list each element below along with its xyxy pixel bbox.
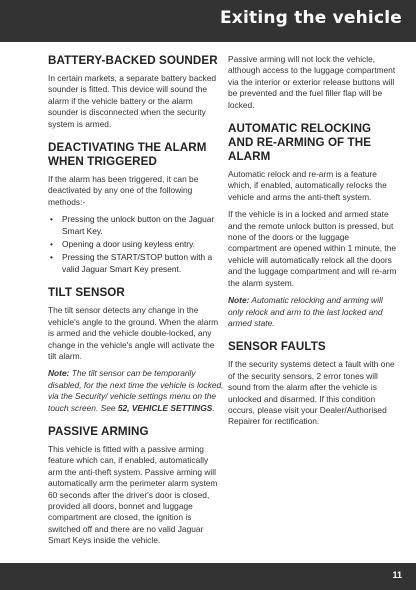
left-column xyxy=(48,54,224,558)
section-automatic-relocking xyxy=(228,122,398,329)
bullet-icon: • xyxy=(50,239,53,250)
section-heading: AUTOMATIC RELOCKING AND RE-ARMING OF THE ALARM xyxy=(228,122,372,164)
bullet-list xyxy=(48,214,224,275)
paragraph: The tilt sensor detects any change in the vehicle's angle to the ground. When the alarm is armed and the vehicle double-locked, any change in the vehicle's angle will activate the tilt alarm. xyxy=(48,305,219,361)
paragraph: In certain markets, a separate battery backed sounder is fitted. This device will sound the alarm if the vehicle battery or the alarm sounder is disconnected when the security system is armed. xyxy=(48,73,217,129)
section-heading: DEACTIVATING THE ALARM WHEN TRIGGERED xyxy=(48,141,207,169)
section-passive-arming-cont xyxy=(228,54,398,111)
section-passive-arming xyxy=(48,425,224,547)
section-heading: TILT SENSOR xyxy=(48,286,125,300)
note xyxy=(228,295,398,329)
right-column xyxy=(228,54,398,439)
note-text: Automatic relocking and arming will only relock and arm to the last locked and armed state. xyxy=(228,295,383,328)
bullet-icon: • xyxy=(50,252,53,263)
section-heading: PASSIVE ARMING xyxy=(48,424,149,438)
paragraph: Automatic relock and re-arm is a feature which, if enabled, automatically relocks the vehicle and arms the anti-theft system. xyxy=(228,169,387,202)
note: Note: The tilt sensor can be temporarily disabled, for the next time the vehicle is locked, via the Security/ vehicle settings menu on the touch screen. See 52, VEHICLE SETTINGS. xyxy=(48,368,224,413)
bullet-icon: • xyxy=(50,214,53,225)
paragraph: If the vehicle is in a locked and armed state and the remote unlock button is pressed, but none of the doors or the luggage compartment are opened within 1 minute, the vehicle will automatically relock all the doors and the luggage compartment and will re-arm the alarm system. xyxy=(228,209,397,288)
note-label: Note: xyxy=(228,295,250,306)
section-heading: BATTERY-BACKED SOUNDER xyxy=(48,54,218,67)
section-deactivating-alarm xyxy=(48,141,224,275)
page-number: 11 xyxy=(392,570,402,580)
paragraph: If the alarm has been triggered, it can be deactivated by any one of the following methods:- xyxy=(48,174,199,207)
list-item: • Pressing the unlock button on the Jaguar Smart Key. xyxy=(50,214,215,236)
footer-bar xyxy=(0,563,416,590)
paragraph: This vehicle is fitted with a passive arming feature which can, if enabled, automatically arm the anti-theft system. Passive arming will automatically arm the perimeter alarm system 60 seconds after the driver's door is closed, provided all doors, bonnet and luggage compartment are closed, the ignition is switched off and there are no valid Jaguar Smart Keys inside the vehicle. xyxy=(48,443,218,546)
paragraph: If the security systems detect a fault with one of the security sensors, 2 error tones will sound from the alarm after the vehicle is unlocked and disarmed. If this condition occurs, please visit your Dealer/Authorised Repairer for rectification. xyxy=(228,359,395,427)
page-reference-link[interactable]: 52, VEHICLE SETTINGS xyxy=(117,402,213,413)
note-text: The tilt sensor can be temporarily disabled, for the next time the vehicle is locked, via the Security/ vehicle settings menu on the touch screen. See xyxy=(48,368,224,413)
paragraph: Passive arming will not lock the vehicle, although access to the luggage compartment via the interior or exterior release buttons will be prevented and the fuel filler flap will be locked. xyxy=(228,54,396,110)
section-battery-backed-sounder xyxy=(48,54,224,130)
section-sensor-faults xyxy=(228,340,398,427)
list-item: • Opening a door using keyless entry. xyxy=(50,239,195,250)
section-heading: SENSOR FAULTS xyxy=(228,340,326,354)
note-label: Note: xyxy=(48,368,70,379)
list-item: • Pressing the START/STOP button with a valid Jaguar Smart Key present. xyxy=(50,252,213,274)
section-tilt-sensor xyxy=(48,286,224,414)
page-title: Exiting the vehicle xyxy=(219,8,402,28)
header-bar xyxy=(0,0,416,42)
